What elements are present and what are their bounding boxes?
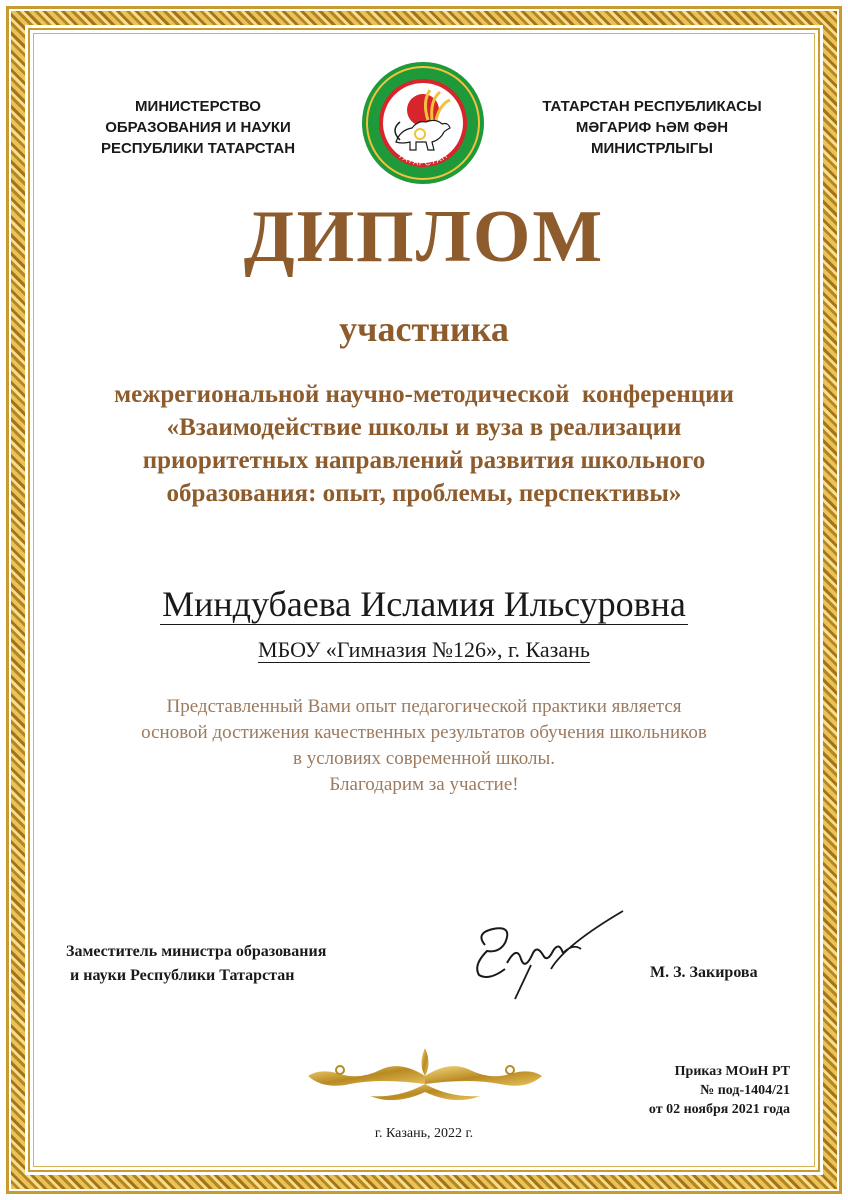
diploma-title: ДИПЛОМ xyxy=(243,196,605,278)
order-reference xyxy=(590,1062,790,1119)
recipient-name: Миндубаева Исламия Ильсуровна xyxy=(162,584,686,624)
conference-line-4: образования: опыт, проблемы, перспективы» xyxy=(166,480,682,507)
message-line-3: в условиях современной школы. xyxy=(293,748,555,769)
ministry-ru-line-3: РЕСПУБЛИКИ ТАТАРСТАН xyxy=(100,140,296,157)
ministry-ru-line-2: ОБРАЗОВАНИЯ И НАУКИ xyxy=(105,119,291,136)
signer-name: М. З. Закирова xyxy=(650,964,758,981)
message-line-1: Представленный Вами опыт педагогической практики является xyxy=(166,696,682,717)
order-line-3: от 02 ноября 2021 года xyxy=(648,1102,790,1117)
order-line-1: Приказ МОиН РТ xyxy=(674,1064,790,1079)
conference-line-3: приоритетных направлений развития школьного xyxy=(142,447,706,474)
city-year: г. Казань, 2022 г. xyxy=(374,1126,474,1141)
signer-position xyxy=(66,940,326,988)
emblem-text: ТАТАРСТАН xyxy=(396,150,450,168)
signer-position-line-1: Заместитель министра образования xyxy=(66,943,327,960)
tatarstan-emblem-icon xyxy=(360,60,486,186)
recipient-school-block xyxy=(0,636,848,664)
conference-line-1: межрегиональной научно-методической конференции xyxy=(114,381,734,408)
ministry-ru-line-1: МИНИСТЕРСТВО xyxy=(135,98,261,115)
ministry-tt-line-1: ТАТАРСТАН РЕСПУБЛИКАСЫ xyxy=(542,98,762,115)
ministry-tt-line-3: МИНИСТРЛЫГЫ xyxy=(591,140,713,157)
appreciation-message xyxy=(40,694,808,798)
recipient-name-block xyxy=(0,582,848,626)
message-line-4: Благодарим за участие! xyxy=(329,774,519,795)
signer-position-line-2: и науки Республики Татарстан xyxy=(70,967,295,984)
decorative-flourish-icon xyxy=(300,1040,550,1110)
ministry-name-tatar xyxy=(532,96,772,159)
recipient-school: МБОУ «Гимназия №126», г. Казань xyxy=(258,637,590,662)
message-line-2: основой достижения качественных результатов обучения школьников xyxy=(141,722,707,743)
ministry-tt-line-2: МӘГАРИФ ҺӘМ ФӘН xyxy=(575,119,729,136)
ministry-name-russian xyxy=(78,96,318,159)
conference-line-2: «Взаимодействие школы и вуза в реализации xyxy=(166,414,682,441)
conference-title xyxy=(30,378,818,510)
order-line-2: № под-1404/21 xyxy=(700,1083,790,1098)
diploma-subtitle: участника xyxy=(339,309,509,349)
handwritten-signature xyxy=(455,905,630,1005)
